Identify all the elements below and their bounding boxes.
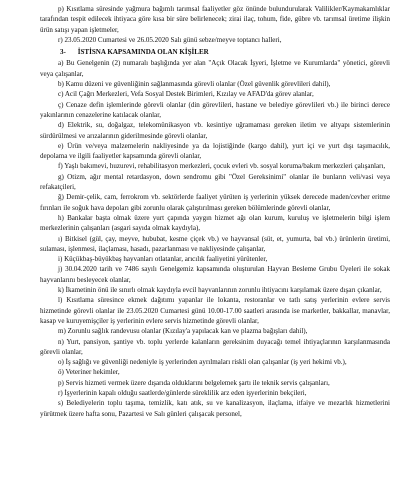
list-item: ö) Veteriner hekimler, bbox=[58, 368, 120, 377]
exception-list bbox=[40, 58, 390, 418]
list-item: r) İşyerlerinin kapalı olduğu saatlerde/günlerde süreklilik arz eden işyerlerinin bekçileri, bbox=[58, 388, 307, 397]
list-item: s) Belediyelerin toplu taşıma, temizlik, katı atık, su ve kanalizasyon, ilaçlama, itfaiye ve mezarlık hizmetlerini yürütmek üzere hafta sonu, Pazartesi ve Salı günleri çalışacak personel, bbox=[40, 399, 390, 418]
list-item: i) Küçükbaş-büyükbaş hayvanları otlatanlar, arıcılık faaliyetini yürütenler, bbox=[58, 255, 268, 264]
paragraph-r: r) 23.05.2020 Cumartesi ve 26.05.2020 Salı günü sebze/meyve toptancı halleri, bbox=[58, 35, 282, 44]
list-item: p) Servis hizmeti vermek üzere dışarıda olduklarını belgelemek şartı ile teknik servis çalışanları, bbox=[58, 378, 330, 387]
list-item: d) Elektrik, su, doğalgaz, telekomünikasyon vb. kesintiye uğramaması gereken iletim ve altyapı sistemlerinin sürdürülmesi ve arızalarının giderilmesinde görevli olanlar, bbox=[40, 121, 390, 140]
list-item: e) Ürün ve/veya malzemelerin nakliyesinde ya da lojistiğinde (kargo dahil), yurt içi ve yurt dışı taşımacılık, depolama ve ilgili faaliyetler kapsamında görevli olanlar, bbox=[40, 141, 390, 161]
list-item: n) Yurt, pansiyon, şantiye vb. toplu yerlerde kalanların gereksinim duyacağı temel ihtiyaçlarının karşılanmasında görevli olanlar, bbox=[40, 337, 390, 356]
list-item: ç) Cenaze defin işlemlerinde görevli olanlar (din görevlileri, hastane ve belediye görevlileri vb.) ile birinci derece yakınlarının cenazelerine katılacak olanlar, bbox=[40, 100, 390, 119]
list-item: c) Acil Çağrı Merkezleri, Vefa Sosyal Destek Birimleri, Kızılay ve AFAD'da görev alanlar, bbox=[58, 90, 314, 99]
list-item: g) Otizm, ağır mental retardasyon, down sendromu gibi "Özel Gereksinimi" olanlar ile bunların veli/vasi veya refakatçileri, bbox=[40, 172, 390, 192]
section-number: 3- bbox=[60, 48, 66, 57]
list-item: b) Kamu düzeni ve güvenliğinin sağlanmasında görevli olanlar (Özel güvenlik görevlileri dahil), bbox=[58, 80, 331, 89]
section-title: İSTİSNA KAPSAMINDA OLAN KİŞİLER bbox=[77, 48, 209, 57]
list-item: j) 30.04.2020 tarih ve 7486 sayılı Genelgemiz kapsamında oluşturulan Hayvan Besleme Grubu Üyeleri ile sokak hayvanlarını besleyecek olanlar, bbox=[40, 265, 390, 284]
list-item: f) Yaşlı bakımevi, huzurevi, rehabilitasyon merkezleri, çocuk evleri vb. sosyal koruma/bakım merkezleri çalışanları, bbox=[58, 162, 386, 171]
list-item: l) Kısıtlama süresince ekmek dağıtımı yapanlar ile lokanta, restoranlar ve tatlı satış yerlerinin evlere servis hizmetinde görevli olanlar ile 23.05.2020 Cumartesi günü 10.00-17.00 saatleri arasında ise marketler, bakkallar, manavlar, kasap ve kuruyemişçiler iş yerlerinin evlere servis hizmetinde görevli olanlar, bbox=[40, 296, 390, 325]
section-heading bbox=[40, 47, 390, 57]
list-item: ğ) Demir-çelik, cam, ferrokrom vb. sektörlerde faaliyet yürüten iş yerlerinin yüksek derecede maden/cevher eritme fırınları ile soğuk hava depoları gibi zorunlu olarak çalıştırılması gereken bölümlerinde görevli olanlar, bbox=[40, 193, 390, 212]
list-item: m) Zorunlu sağlık randevusu olanlar (Kızılay'a yapılacak kan ve plazma bağışları dahil), bbox=[58, 327, 308, 336]
list-item: o) İş sağlığı ve güvenliği nedeniyle iş yerlerinden ayrılmaları riskli olan çalışanlar (iş yeri hekimi vb.), bbox=[58, 358, 347, 367]
list-item: k) İkametinin önü ile sınırlı olmak kaydıyla evcil hayvanlarının zorunlu ihtiyacını karşılamak üzere dışarı çıkanlar, bbox=[58, 286, 382, 295]
list-item: ı) Bitkisel (gül, çay, meyve, hububat, kesme çiçek vb.) ve hayvansal (süt, et, yumurta, bal vb.) ürünlerin üretimi, sulaması, işlenmesi, ilaçlaması, hasadı, pazarlanması ve nakliyesinde çalışanlar, bbox=[40, 234, 390, 253]
paragraph-p: p) Kısıtlama süresinde yağmura bağımlı tarımsal faaliyetler göz önünde bulundurularak Valilikler/Kaymakamlıklar tarafından tespit edilecek ihtiyaca göre kısa bir süre belirlenecek; zirai ilaç, tohum, fide, gübre vb. tarımsal üretime ilişkin ürün satışı yapan işletmeler, bbox=[40, 5, 390, 34]
list-item: h) Bankalar başta olmak üzere yurt çapında yaygın hizmet ağı olan kurum, kuruluş ve işletmelerin bilgi işlem merkezlerinin çalışanları (asgari sayıda olmak kaydıyla), bbox=[40, 213, 390, 233]
list-item: a) Bu Genelgenin (2) numaralı başlığında yer alan "Açık Olacak İşyeri, İşletme ve Kurumlarda" yönetici, görevli veya çalışanlar, bbox=[40, 59, 390, 78]
